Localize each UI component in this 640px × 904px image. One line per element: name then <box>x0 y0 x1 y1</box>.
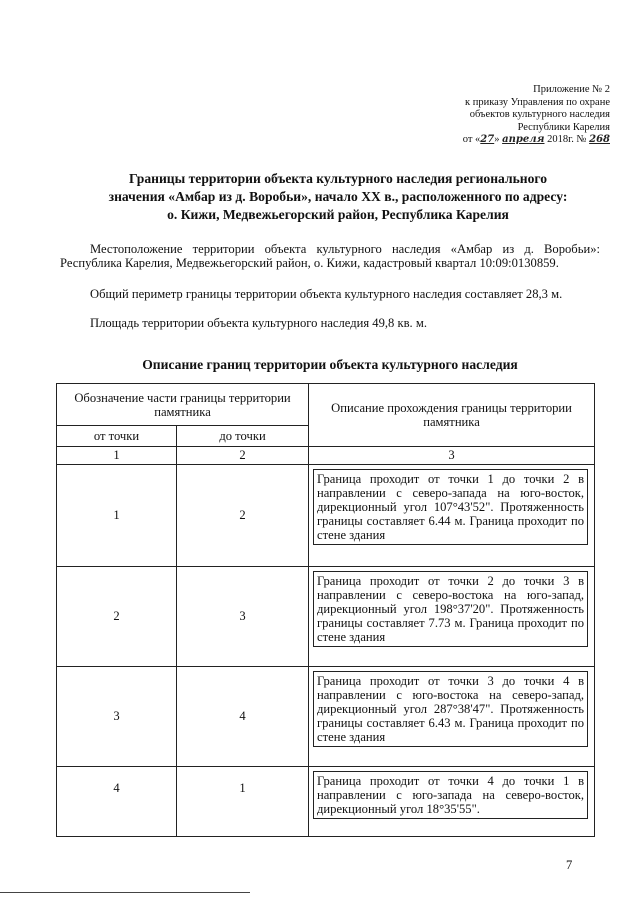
table-title: Описание границ территории объекта культурного наследия <box>142 357 518 372</box>
appendix-date-line <box>350 134 610 147</box>
from-point-cell: 1 <box>57 465 177 567</box>
order-number: 268 <box>589 134 610 145</box>
appendix-line: Республики Карелия <box>517 121 610 133</box>
description-cell: Граница проходит от точки 3 до точки 4 в направлении с юго-востока на северо-запад, дирекционный угол 287°38'47". Протяженность границы составляет 6.43 м. Граница проходит по стене здания <box>313 671 588 747</box>
appendix-line: объектов культурного наследия <box>469 109 610 120</box>
header-to-point: до точки <box>177 426 309 447</box>
description-cell: Граница проходит от точки 2 до точки 3 в направлении с северо-востока на юго-запад, дирекционный угол 198°37'20". Протяженность границы составляет 7.73 м. Граница проходит по стене здания <box>313 571 588 647</box>
date-month: апреля <box>502 134 545 145</box>
to-point-cell: 2 <box>177 465 309 567</box>
table-row <box>57 667 595 767</box>
page-number: 7 <box>566 858 573 872</box>
appendix-line: к приказу Управления по охране <box>465 96 610 108</box>
title-line: Границы территории объекта культурного наследия регионального <box>128 171 548 186</box>
date-sep: » <box>494 134 500 145</box>
area-paragraph: Площадь территории объекта культурного наследия 49,8 кв. м. <box>90 316 427 330</box>
to-point-cell: 1 <box>177 767 309 837</box>
title-line: о. Кижи, Медвежьегорский район, Республика Карелия <box>167 207 509 222</box>
header-boundary-part: Обозначение части границы территории памятника <box>57 384 309 426</box>
table-row <box>57 465 595 567</box>
boundary-table <box>56 383 595 837</box>
title-line: значения «Амбар из д. Воробьи», начало XX в., расположенного по адресу: <box>108 189 568 204</box>
to-point-cell: 3 <box>177 567 309 667</box>
column-number: 1 <box>57 447 177 465</box>
from-point-cell: 4 <box>57 767 177 837</box>
header-description: Описание прохождения границы территории памятника <box>309 384 595 447</box>
table-row <box>57 767 595 837</box>
location-paragraph: Местоположение территории объекта культурного наследия «Амбар из д. Воробьи»: Республика Карелия, Медвежьегорский район, о. Кижи, кадастровый квартал 10:09:0130859. <box>60 242 600 270</box>
document-title <box>78 170 598 224</box>
perimeter-paragraph: Общий периметр границы территории объекта культурного наследия составляет 28,3 м. <box>90 287 563 301</box>
to-point-cell: 4 <box>177 667 309 767</box>
column-number: 3 <box>309 447 595 465</box>
from-point-cell: 3 <box>57 667 177 767</box>
column-number: 2 <box>177 447 309 465</box>
date-prefix: от « <box>462 134 481 145</box>
header-from-point: от точки <box>57 426 177 447</box>
description-cell: Граница проходит от точки 4 до точки 1 в направлении с юго-запада на северо-восток, дирекционный угол 18°35'55". <box>313 771 588 819</box>
table-row <box>57 567 595 667</box>
from-point-cell: 2 <box>57 567 177 667</box>
appendix-line: Приложение № 2 <box>533 84 610 95</box>
date-year: 2018г. № <box>547 134 587 145</box>
footer-divider <box>0 892 250 893</box>
appendix-block <box>350 84 610 147</box>
date-day: 27 <box>480 134 495 145</box>
description-cell: Граница проходит от точки 1 до точки 2 в направлении с северо-запада на юго-восток, дирекционный угол 107°43'52". Протяженность границы составляет 6.44 м. Граница проходит по стене здания <box>313 469 588 545</box>
